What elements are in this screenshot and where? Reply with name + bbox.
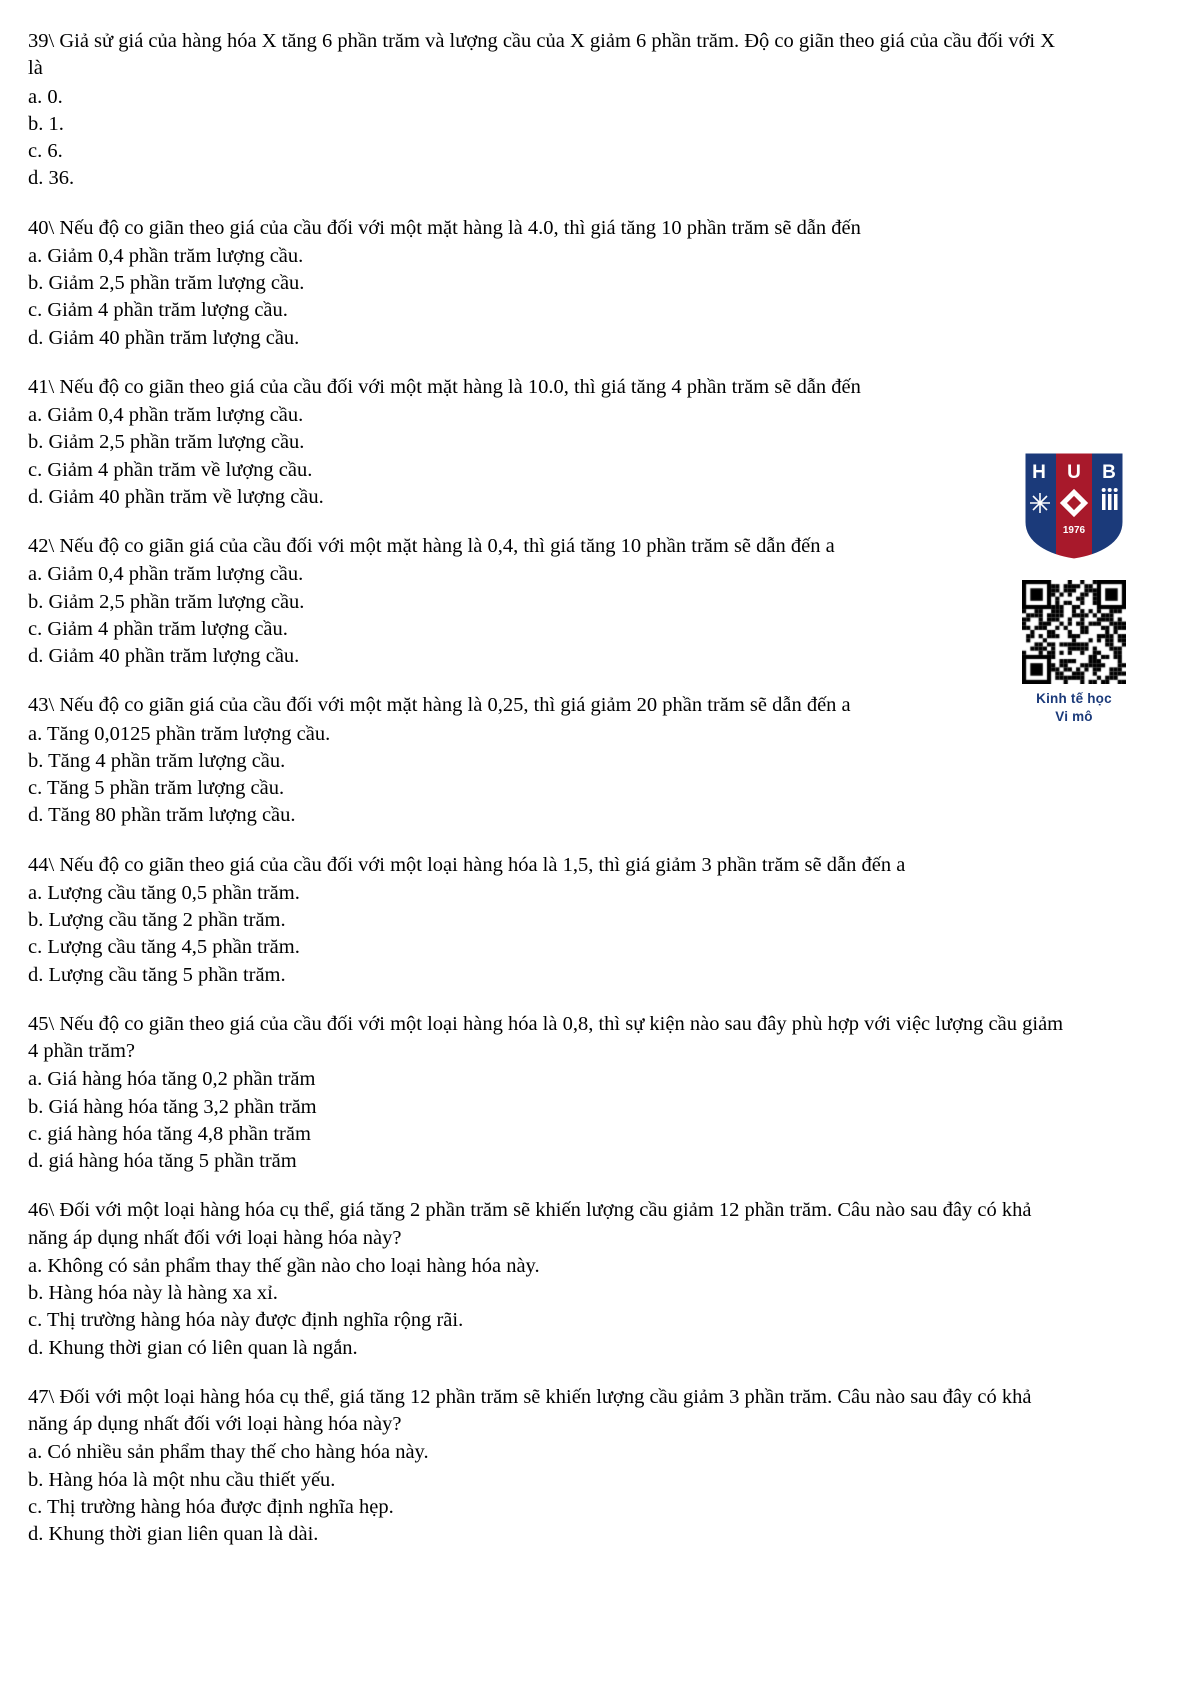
qr-code — [1022, 580, 1126, 684]
svg-text:U: U — [1067, 462, 1081, 483]
question-stem: 45\ Nếu độ co giãn theo giá của cầu đối với một loại hàng hóa là 0,8, thì sự kiện nào sau đây phù hợp với việc lượng cầu giảm 4 phần trăm? — [28, 1012, 1064, 1062]
question-option: b. 1. — [28, 112, 64, 135]
question-block — [28, 374, 1160, 511]
question-option: b. Giảm 2,5 phần trăm lượng cầu. — [28, 431, 305, 454]
svg-text:H: H — [1032, 462, 1046, 483]
brand-caption-line1: Kinh tế học — [1036, 691, 1112, 706]
question-option: d. Giảm 40 phần trăm về lượng cầu. — [28, 485, 324, 508]
question-stem: 39\ Giả sử giá của hàng hóa X tăng 6 phần trăm và lượng cầu của X giảm 6 phần trăm. Độ co giãn theo giá của cầu đối với X là — [28, 30, 1056, 80]
question-stem: 44\ Nếu độ co giãn theo giá của cầu đối với một loại hàng hóa là 1,5, thì giá giảm 3 phần trăm sẽ dẫn đến a — [28, 853, 906, 876]
question-option: d. giá hàng hóa tăng 5 phần trăm — [28, 1150, 297, 1172]
question-stem: 47\ Đối với một loại hàng hóa cụ thể, giá tăng 12 phần trăm sẽ khiến lượng cầu giảm 3 phần trăm. Câu nào sau đây có khả năng áp dụng nhất đối với loại hàng hóa này? — [28, 1385, 1032, 1435]
question-option: c. Lượng cầu tăng 4,5 phần trăm. — [28, 936, 300, 959]
question-option: c. 6. — [28, 140, 63, 162]
question-block — [28, 28, 1160, 193]
question-option: c. Giảm 4 phần trăm lượng cầu. — [28, 299, 288, 322]
question-stem: 43\ Nếu độ co giãn giá của cầu đối với một mặt hàng là 0,25, thì giá giảm 20 phần trăm sẽ dẫn đến a — [28, 694, 851, 717]
question-option: a. 0. — [28, 85, 63, 108]
question-block — [28, 533, 1160, 670]
question-option: a. Không có sản phẩm thay thế gần nào cho loại hàng hóa này. — [28, 1254, 540, 1277]
question-option: b. Giảm 2,5 phần trăm lượng cầu. — [28, 590, 305, 613]
question-block — [28, 1384, 1160, 1549]
question-option: d. Tăng 80 phần trăm lượng cầu. — [28, 804, 296, 827]
question-block — [28, 1011, 1160, 1176]
question-option: d. Khung thời gian có liên quan là ngắn. — [28, 1336, 358, 1359]
question-option: b. Giảm 2,5 phần trăm lượng cầu. — [28, 272, 305, 294]
question-block — [28, 1197, 1160, 1362]
brand-block — [1014, 448, 1134, 726]
question-option: b. Lượng cầu tăng 2 phần trăm. — [28, 909, 286, 931]
question-option: c. giá hàng hóa tăng 4,8 phần trăm — [28, 1122, 311, 1145]
question-option: d. Giảm 40 phần trăm lượng cầu. — [28, 326, 300, 349]
question-stem: 46\ Đối với một loại hàng hóa cụ thể, giá tăng 2 phần trăm sẽ khiến lượng cầu giảm 12 phần trăm. Câu nào sau đây có khả năng áp dụng nhất đối với loại hàng hóa này? — [28, 1199, 1032, 1249]
question-option: d. Lượng cầu tăng 5 phần trăm. — [28, 963, 286, 986]
question-option: b. Tăng 4 phần trăm lượng cầu. — [28, 749, 286, 772]
question-option: d. 36. — [28, 167, 75, 190]
question-option: a. Giảm 0,4 phần trăm lượng cầu. — [28, 563, 304, 586]
question-option: c. Thị trường hàng hóa này được định nghĩa rộng rãi. — [28, 1309, 464, 1332]
question-option: a. Có nhiều sản phẩm thay thế cho hàng hóa này. — [28, 1441, 429, 1464]
question-stem: 42\ Nếu độ co giãn giá của cầu đối với một mặt hàng là 0,4, thì giá tăng 10 phần trăm sẽ dẫn đến a — [28, 535, 835, 557]
question-option: c. Giảm 4 phần trăm về lượng cầu. — [28, 458, 313, 481]
question-block — [28, 215, 1160, 352]
question-option: d. Giảm 40 phần trăm lượng cầu. — [28, 645, 300, 667]
brand-caption-line2: Vi mô — [1055, 709, 1093, 725]
question-option: c. Giảm 4 phần trăm lượng cầu. — [28, 617, 288, 640]
question-option: a. Giá hàng hóa tăng 0,2 phần trăm — [28, 1068, 316, 1091]
svg-text:B: B — [1102, 462, 1116, 483]
logo-year: 1976 — [1062, 525, 1086, 536]
question-option: a. Tăng 0,0125 phần trăm lượng cầu. — [28, 722, 331, 745]
hub-shield-logo — [1020, 448, 1128, 564]
question-option: d. Khung thời gian liên quan là dài. — [28, 1523, 319, 1545]
question-option: a. Giảm 0,4 phần trăm lượng cầu. — [28, 244, 304, 267]
question-option: a. Lượng cầu tăng 0,5 phần trăm. — [28, 881, 300, 904]
question-option: b. Hàng hóa này là hàng xa xỉ. — [28, 1282, 278, 1304]
question-option: c. Tăng 5 phần trăm lượng cầu. — [28, 777, 285, 799]
question-option: c. Thị trường hàng hóa được định nghĩa hẹp. — [28, 1495, 394, 1518]
question-option: b. Hàng hóa là một nhu cầu thiết yếu. — [28, 1468, 336, 1491]
question-block — [28, 692, 1160, 829]
question-option: a. Giảm 0,4 phần trăm lượng cầu. — [28, 404, 304, 426]
brand-caption — [1014, 690, 1134, 726]
question-stem: 41\ Nếu độ co giãn theo giá của cầu đối với một mặt hàng là 10.0, thì giá tăng 4 phần trăm sẽ dẫn đến — [28, 375, 861, 398]
question-stem: 40\ Nếu độ co giãn theo giá của cầu đối với một mặt hàng là 4.0, thì giá tăng 10 phần trăm sẽ dẫn đến — [28, 216, 861, 239]
question-option: b. Giá hàng hóa tăng 3,2 phần trăm — [28, 1095, 317, 1118]
question-block — [28, 852, 1160, 989]
